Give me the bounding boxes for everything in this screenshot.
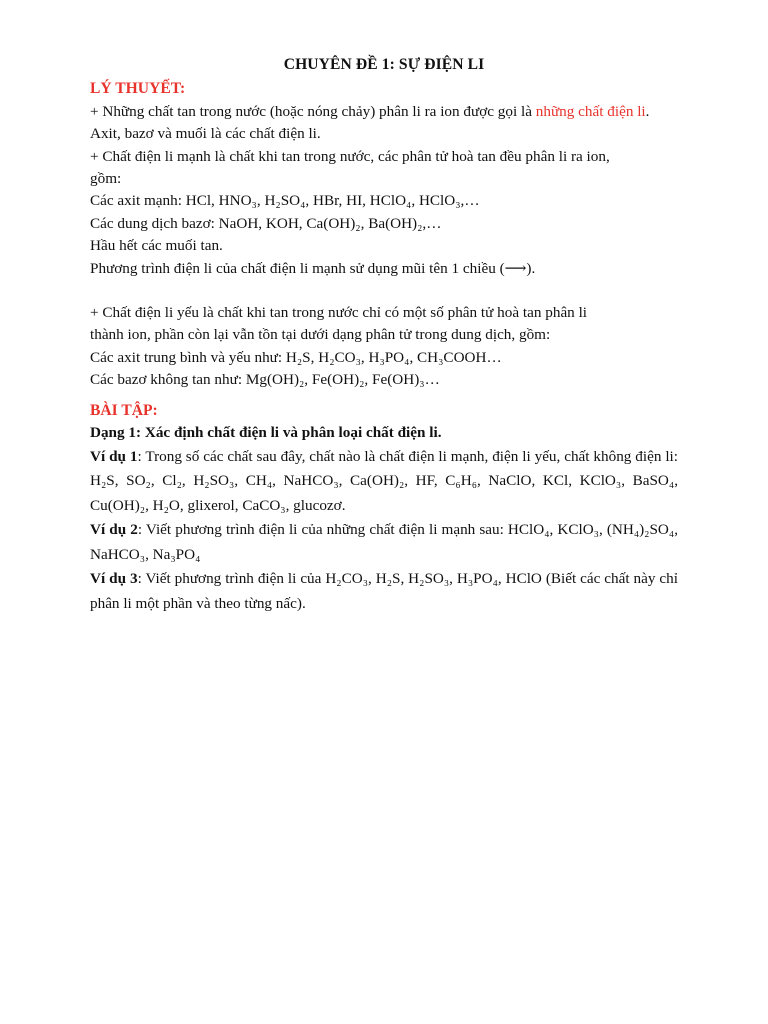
- theory-paragraph-1: [90, 101, 678, 146]
- spacer: [90, 280, 678, 302]
- strong-equation-note: Phương trình điện li của chất điện li mạnh sử dụng mũi tên 1 chiều (⟶).: [90, 259, 536, 277]
- strong-electrolyte-definition: + Chất điện li mạnh là chất khi tan trong nước, các phân tử hoà tan đều phân li ra ion,: [90, 147, 610, 165]
- example-2-label: Ví dụ 2: [90, 521, 138, 538]
- theory-p1-pre: + Những chất tan trong nước (hoặc nóng chảy) phân li ra ion được gọi là: [90, 102, 536, 120]
- strong-acids-list: Các axit mạnh: HCl, HNO₃, H₂SO₄, HBr, HI, HClO₄, HClO₃,…: [90, 192, 480, 210]
- weak-bases-list: Các bazơ không tan như: Mg(OH)₂, Fe(OH)₂, Fe(OH)₃…: [90, 371, 440, 389]
- strong-electrolyte-definition-cont: gồm:: [90, 170, 122, 188]
- example-3: [90, 567, 678, 616]
- example-3-text: : Viết phương trình điện li của H₂CO₃, H₂S, H₂SO₃, H₃PO₄, HClO (Biết các chất này chỉ phân li một phần và theo từng nấc).: [90, 570, 678, 612]
- theory-p1-post: . Axit, bazơ và muối là các chất điện li.: [90, 102, 650, 143]
- soluble-salts-note: Hầu hết các muối tan.: [90, 237, 223, 255]
- strong-bases-list: Các dung dịch bazơ: NaOH, KOH, Ca(OH)₂, Ba(OH)₂,…: [90, 214, 442, 232]
- weak-electrolyte-definition: + Chất điện li yếu là chất khi tan trong nước chỉ có một số phân tử hoà tan phân li: [90, 304, 588, 322]
- example-1-text: : Trong số các chất sau đây, chất nào là chất điện li mạnh, điện li yếu, chất không điện li: H₂S, SO₂, Cl₂, H₂SO₃, CH₄, NaHCO₃, Ca(OH)₂, HF, C₆H₆, NaClO, KCl, KClO₃, BaSO₄, Cu(OH)₂, H₂O, glixerol, CaCO₃, glucozơ.: [90, 447, 678, 514]
- document-body: [90, 54, 678, 616]
- weak-electrolyte-definition-cont: thành ion, phần còn lại vẫn tồn tại dưới dạng phân tử trong dung dịch, gồm:: [90, 326, 551, 344]
- weak-acids-list: Các axit trung bình và yếu như: H₂S, H₂CO₃, H₃PO₄, CH₃COOH…: [90, 348, 502, 366]
- example-2-text: : Viết phương trình điện li của những chất điện li mạnh sau: HClO₄, KClO₃, (NH₄)₂SO₄, NaHCO₃, Na₃PO₄: [90, 521, 678, 563]
- spacer: [90, 392, 678, 400]
- example-1-label: Ví dụ 1: [90, 447, 138, 465]
- electrolyte-highlight: những chất điện li: [535, 102, 646, 120]
- example-2: [90, 518, 678, 567]
- exercises-heading: BÀI TẬP:: [90, 401, 158, 419]
- example-1: [90, 445, 678, 519]
- example-3-label: Ví dụ 3: [90, 570, 138, 587]
- page-title: CHUYÊN ĐỀ 1: SỰ ĐIỆN LI: [283, 56, 485, 73]
- type-1-title: Dạng 1: Xác định chất điện li và phân loại chất điện li.: [90, 424, 442, 442]
- theory-heading: LÝ THUYẾT:: [90, 80, 186, 98]
